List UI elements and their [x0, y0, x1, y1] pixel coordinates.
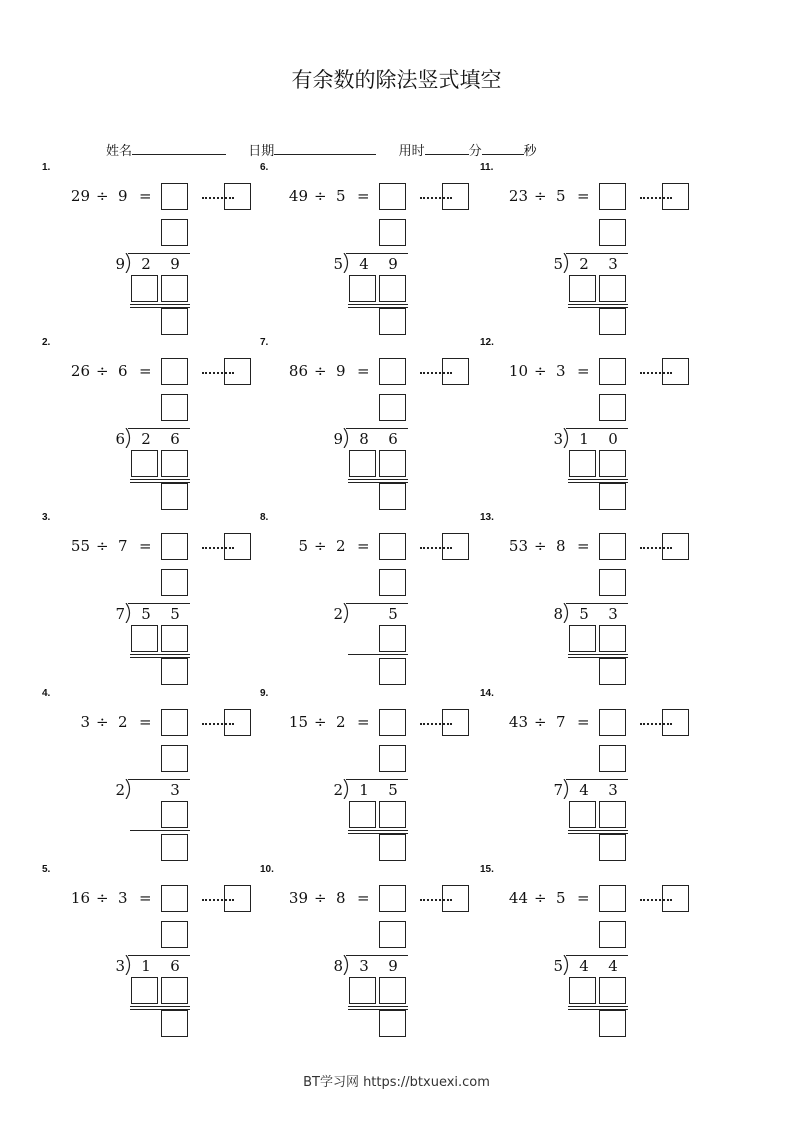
problem-number: 7.: [260, 337, 269, 348]
dividend: 10: [508, 362, 528, 380]
problem-number: 10.: [260, 864, 274, 875]
division-bar: [566, 779, 628, 780]
divisor: 5: [553, 255, 563, 273]
dividend-digit-ones: 6: [388, 430, 398, 448]
division-bracket: [342, 603, 354, 623]
quotient-digit-box[interactable]: [599, 219, 626, 246]
equals-sign: =: [357, 187, 370, 205]
divisor-inline: 2: [336, 713, 346, 731]
difference-box[interactable]: [161, 308, 188, 335]
divisor: 9: [115, 255, 125, 273]
dividend-digit-tens: 5: [141, 605, 151, 623]
footer-watermark: BT学习网 https://btxuexi.com: [303, 1075, 490, 1090]
product-box-ones[interactable]: [379, 801, 406, 828]
problem-13: [480, 512, 710, 687]
subtraction-line: [568, 654, 628, 655]
product-box-tens[interactable]: [349, 977, 376, 1004]
division-bar: [566, 428, 628, 429]
difference-box[interactable]: [599, 658, 626, 685]
divide-sign: ÷: [314, 713, 327, 731]
division-bar: [346, 603, 408, 604]
divisor-inline: 9: [118, 187, 128, 205]
quotient-digit-box[interactable]: [599, 569, 626, 596]
product-box-tens[interactable]: [569, 625, 596, 652]
problem-14: [480, 688, 710, 863]
problem-15: [480, 864, 710, 1039]
divide-sign: ÷: [534, 889, 547, 907]
dividend-digit-tens: 4: [579, 781, 589, 799]
remainder-box[interactable]: [442, 885, 469, 912]
division-bar: [128, 603, 190, 604]
problem-number: 9.: [260, 688, 269, 699]
equals-sign: =: [577, 713, 590, 731]
divisor: 7: [553, 781, 563, 799]
quotient-digit-box[interactable]: [379, 569, 406, 596]
divisor-inline: 5: [556, 187, 566, 205]
product-box-ones[interactable]: [379, 450, 406, 477]
product-box-ones[interactable]: [599, 625, 626, 652]
time-label: 用时: [398, 144, 425, 159]
time-sec-blank[interactable]: [482, 142, 524, 155]
divide-sign: ÷: [314, 187, 327, 205]
quotient-digit-box[interactable]: [599, 921, 626, 948]
divide-sign: ÷: [96, 187, 109, 205]
divide-sign: ÷: [96, 537, 109, 555]
product-box-tens[interactable]: [131, 450, 158, 477]
problem-11: [480, 162, 710, 337]
quotient-box[interactable]: [161, 533, 188, 560]
difference-box[interactable]: [161, 483, 188, 510]
quotient-digit-box[interactable]: [599, 745, 626, 772]
product-box-ones[interactable]: [599, 977, 626, 1004]
quotient-box[interactable]: [161, 885, 188, 912]
divisor: 8: [333, 957, 343, 975]
divisor-inline: 2: [336, 537, 346, 555]
division-bar: [346, 428, 408, 429]
problem-number: 14.: [480, 688, 494, 699]
product-box-tens[interactable]: [349, 450, 376, 477]
dividend-digit-ones: 9: [170, 255, 180, 273]
remainder-box[interactable]: [442, 183, 469, 210]
divide-sign: ÷: [96, 889, 109, 907]
divisor: 2: [333, 605, 343, 623]
name-blank[interactable]: [132, 142, 226, 155]
division-bracket: [124, 955, 136, 975]
problem-5: [42, 864, 272, 1039]
division-bar: [346, 253, 408, 254]
remainder-box[interactable]: [442, 709, 469, 736]
difference-box[interactable]: [379, 308, 406, 335]
division-bracket: [562, 253, 574, 273]
division-bar: [128, 253, 190, 254]
quotient-digit-box[interactable]: [379, 219, 406, 246]
divisor-inline: 3: [556, 362, 566, 380]
subtraction-line: [568, 1006, 628, 1007]
remainder-box[interactable]: [662, 358, 689, 385]
divisor-inline: 7: [556, 713, 566, 731]
subtraction-line: [130, 1006, 190, 1007]
quotient-digit-box[interactable]: [161, 745, 188, 772]
division-bracket: [562, 428, 574, 448]
dividend: 23: [508, 187, 528, 205]
divide-sign: ÷: [96, 362, 109, 380]
product-box-ones[interactable]: [161, 625, 188, 652]
subtraction-line: [348, 479, 408, 480]
dividend-digit-ones: 5: [388, 781, 398, 799]
quotient-digit-box[interactable]: [379, 394, 406, 421]
dividend-digit-tens: 1: [141, 957, 151, 975]
sec-label: 秒: [523, 144, 537, 159]
division-bar: [128, 779, 190, 780]
problem-number: 12.: [480, 337, 494, 348]
equals-sign: =: [577, 187, 590, 205]
product-box-tens[interactable]: [131, 977, 158, 1004]
info-line: [106, 140, 537, 159]
dividend-digit-tens: 1: [359, 781, 369, 799]
divisor-inline: 5: [556, 889, 566, 907]
remainder-box[interactable]: [662, 183, 689, 210]
quotient-box[interactable]: [599, 533, 626, 560]
problem-number: 4.: [42, 688, 51, 699]
subtraction-line: [568, 479, 628, 480]
dividend-digit-ones: 6: [170, 957, 180, 975]
problem-4: [42, 688, 272, 863]
subtraction-line: [130, 654, 190, 655]
difference-box[interactable]: [599, 834, 626, 861]
difference-box[interactable]: [599, 483, 626, 510]
equals-sign: =: [577, 362, 590, 380]
equals-sign: =: [357, 537, 370, 555]
product-box-tens[interactable]: [131, 625, 158, 652]
division-bar: [128, 428, 190, 429]
difference-box[interactable]: [599, 1010, 626, 1037]
dividend: 15: [288, 713, 308, 731]
min-label: 分: [468, 144, 482, 159]
remainder-box[interactable]: [224, 183, 251, 210]
difference-box[interactable]: [161, 834, 188, 861]
subtraction-line: [568, 304, 628, 305]
difference-box[interactable]: [379, 658, 406, 685]
subtraction-line: [348, 830, 408, 831]
dividend: 43: [508, 713, 528, 731]
divisor: 3: [553, 430, 563, 448]
dividend-digit-ones: 5: [388, 605, 398, 623]
divisor: 6: [115, 430, 125, 448]
divisor: 3: [115, 957, 125, 975]
divisor-inline: 2: [118, 713, 128, 731]
dividend: 29: [70, 187, 90, 205]
quotient-box[interactable]: [379, 885, 406, 912]
product-box-ones[interactable]: [161, 977, 188, 1004]
problem-number: 1.: [42, 162, 51, 173]
product-box-tens[interactable]: [349, 275, 376, 302]
problem-6: [260, 162, 490, 337]
problem-7: [260, 337, 490, 512]
product-box-tens[interactable]: [569, 801, 596, 828]
product-box-tens[interactable]: [569, 450, 596, 477]
remainder-box[interactable]: [662, 885, 689, 912]
quotient-digit-box[interactable]: [161, 394, 188, 421]
divide-sign: ÷: [314, 362, 327, 380]
equals-sign: =: [139, 713, 152, 731]
equals-sign: =: [577, 889, 590, 907]
divisor: 5: [333, 255, 343, 273]
quotient-box[interactable]: [379, 358, 406, 385]
problem-number: 8.: [260, 512, 269, 523]
quotient-box[interactable]: [379, 183, 406, 210]
division-bracket: [562, 779, 574, 799]
product-box-tens[interactable]: [131, 275, 158, 302]
division-bracket: [342, 779, 354, 799]
remainder-box[interactable]: [662, 533, 689, 560]
division-bar: [128, 955, 190, 956]
problem-10: [260, 864, 490, 1039]
divisor: 2: [115, 781, 125, 799]
subtraction-line: [568, 830, 628, 831]
product-box-ones[interactable]: [161, 801, 188, 828]
divisor: 5: [553, 957, 563, 975]
product-box-ones[interactable]: [599, 801, 626, 828]
divide-sign: ÷: [534, 362, 547, 380]
quotient-digit-box[interactable]: [379, 745, 406, 772]
problem-2: [42, 337, 272, 512]
product-box-ones[interactable]: [379, 625, 406, 652]
dividend-digit-ones: 3: [608, 781, 618, 799]
division-bracket: [562, 955, 574, 975]
quotient-digit-box[interactable]: [161, 921, 188, 948]
quotient-digit-box[interactable]: [379, 921, 406, 948]
problem-number: 3.: [42, 512, 51, 523]
quotient-box[interactable]: [161, 709, 188, 736]
equals-sign: =: [357, 362, 370, 380]
subtraction-line: [130, 830, 190, 831]
dividend-digit-tens: 2: [141, 430, 151, 448]
dividend-digit-tens: 4: [579, 957, 589, 975]
problem-number: 15.: [480, 864, 494, 875]
divide-sign: ÷: [314, 537, 327, 555]
dividend-digit-tens: 5: [579, 605, 589, 623]
divide-sign: ÷: [96, 713, 109, 731]
dividend-digit-ones: 6: [170, 430, 180, 448]
problem-8: [260, 512, 490, 687]
problem-1: [42, 162, 272, 337]
dividend: 86: [288, 362, 308, 380]
date-label: 日期: [248, 144, 275, 159]
dividend: 26: [70, 362, 90, 380]
division-bracket: [124, 428, 136, 448]
dividend-digit-ones: 5: [170, 605, 180, 623]
product-box-tens[interactable]: [349, 801, 376, 828]
dividend-digit-ones: 4: [608, 957, 618, 975]
divisor: 7: [115, 605, 125, 623]
worksheet-title: 有余数的除法竖式填空: [291, 68, 502, 92]
quotient-box[interactable]: [161, 358, 188, 385]
difference-box[interactable]: [379, 1010, 406, 1037]
division-bar: [346, 955, 408, 956]
dividend-digit-tens: 2: [141, 255, 151, 273]
quotient-digit-box[interactable]: [161, 219, 188, 246]
problem-number: 2.: [42, 337, 51, 348]
divisor-inline: 8: [336, 889, 346, 907]
dividend: 44: [508, 889, 528, 907]
difference-box[interactable]: [379, 834, 406, 861]
division-bar: [566, 955, 628, 956]
divisor-inline: 8: [556, 537, 566, 555]
dividend-digit-ones: 3: [170, 781, 180, 799]
dividend-digit-tens: 1: [579, 430, 589, 448]
division-bracket: [342, 428, 354, 448]
quotient-digit-box[interactable]: [599, 394, 626, 421]
problem-12: [480, 337, 710, 512]
remainder-box[interactable]: [442, 533, 469, 560]
dividend-digit-ones: 0: [608, 430, 618, 448]
divide-sign: ÷: [534, 713, 547, 731]
quotient-box[interactable]: [379, 533, 406, 560]
quotient-box[interactable]: [599, 358, 626, 385]
dividend-digit-tens: 4: [359, 255, 369, 273]
product-box-ones[interactable]: [599, 450, 626, 477]
divisor-inline: 5: [336, 187, 346, 205]
dividend-digit-ones: 3: [608, 605, 618, 623]
product-box-ones[interactable]: [161, 275, 188, 302]
dividend: 55: [70, 537, 90, 555]
divisor-inline: 7: [118, 537, 128, 555]
dividend-digit-tens: 2: [579, 255, 589, 273]
equals-sign: =: [139, 537, 152, 555]
problem-number: 5.: [42, 864, 51, 875]
divisor-inline: 9: [336, 362, 346, 380]
divisor: 8: [553, 605, 563, 623]
dividend-digit-tens: 8: [359, 430, 369, 448]
equals-sign: =: [139, 187, 152, 205]
product-box-ones[interactable]: [161, 450, 188, 477]
division-bracket: [342, 253, 354, 273]
product-box-tens[interactable]: [569, 275, 596, 302]
difference-box[interactable]: [599, 308, 626, 335]
dividend: 39: [288, 889, 308, 907]
difference-box[interactable]: [161, 1010, 188, 1037]
equals-sign: =: [357, 713, 370, 731]
subtraction-line: [130, 479, 190, 480]
dividend-digit-ones: 9: [388, 255, 398, 273]
subtraction-line: [348, 654, 408, 655]
divisor: 2: [333, 781, 343, 799]
division-bar: [566, 603, 628, 604]
problem-9: [260, 688, 490, 863]
remainder-box[interactable]: [442, 358, 469, 385]
division-bracket: [124, 779, 136, 799]
equals-sign: =: [357, 889, 370, 907]
problem-3: [42, 512, 272, 687]
quotient-box[interactable]: [599, 709, 626, 736]
difference-box[interactable]: [161, 658, 188, 685]
division-bracket: [124, 253, 136, 273]
difference-box[interactable]: [379, 483, 406, 510]
division-bracket: [342, 955, 354, 975]
subtraction-line: [130, 304, 190, 305]
divide-sign: ÷: [534, 187, 547, 205]
subtraction-line: [348, 304, 408, 305]
product-box-ones[interactable]: [379, 275, 406, 302]
division-bar: [346, 779, 408, 780]
problem-number: 11.: [480, 162, 494, 173]
remainder-box[interactable]: [224, 358, 251, 385]
dividend: 49: [288, 187, 308, 205]
remainder-box[interactable]: [224, 533, 251, 560]
dividend-digit-tens: 3: [359, 957, 369, 975]
remainder-box[interactable]: [662, 709, 689, 736]
date-blank[interactable]: [274, 142, 376, 155]
divisor-inline: 3: [118, 889, 128, 907]
quotient-box[interactable]: [599, 183, 626, 210]
product-box-ones[interactable]: [599, 275, 626, 302]
dividend: 53: [508, 537, 528, 555]
product-box-ones[interactable]: [379, 977, 406, 1004]
division-bar: [566, 253, 628, 254]
dividend-digit-ones: 9: [388, 957, 398, 975]
equals-sign: =: [139, 362, 152, 380]
remainder-box[interactable]: [224, 709, 251, 736]
quotient-box[interactable]: [599, 885, 626, 912]
divide-sign: ÷: [314, 889, 327, 907]
time-min-blank[interactable]: [425, 142, 469, 155]
equals-sign: =: [139, 889, 152, 907]
dividend: 3: [80, 713, 90, 731]
divide-sign: ÷: [534, 537, 547, 555]
divisor-inline: 6: [118, 362, 128, 380]
problem-number: 13.: [480, 512, 494, 523]
quotient-box[interactable]: [379, 709, 406, 736]
dividend-digit-ones: 3: [608, 255, 618, 273]
quotient-digit-box[interactable]: [161, 569, 188, 596]
quotient-box[interactable]: [161, 183, 188, 210]
problem-number: 6.: [260, 162, 269, 173]
name-label: 姓名: [106, 144, 133, 159]
divisor: 9: [333, 430, 343, 448]
subtraction-line: [348, 1006, 408, 1007]
division-bracket: [124, 603, 136, 623]
product-box-tens[interactable]: [569, 977, 596, 1004]
remainder-box[interactable]: [224, 885, 251, 912]
dividend: 5: [298, 537, 308, 555]
equals-sign: =: [577, 537, 590, 555]
division-bracket: [562, 603, 574, 623]
dividend: 16: [70, 889, 90, 907]
